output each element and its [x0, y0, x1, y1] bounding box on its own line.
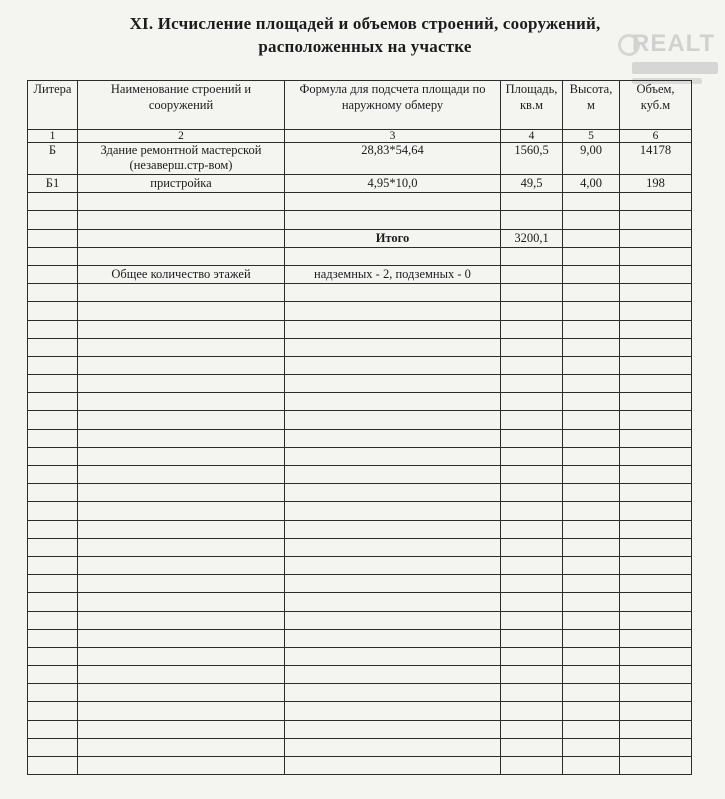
- empty-cell: [620, 575, 692, 593]
- table-row-empty: [28, 356, 692, 374]
- empty-cell: [620, 320, 692, 338]
- empty-cell: [501, 738, 563, 756]
- table-row-empty: [28, 466, 692, 484]
- empty-cell: [78, 629, 285, 647]
- empty-cell: [620, 466, 692, 484]
- column-number: 3: [285, 130, 501, 143]
- empty-cell: [620, 720, 692, 738]
- empty-cell: [28, 502, 78, 520]
- empty-cell: [501, 611, 563, 629]
- empty-cell: [501, 647, 563, 665]
- floors-row: [28, 265, 692, 283]
- empty-cell: [28, 284, 78, 302]
- empty-cell: [620, 702, 692, 720]
- total-label: Итого: [285, 229, 501, 247]
- empty-cell: [78, 738, 285, 756]
- empty-cell: [285, 520, 501, 538]
- table-row-empty: [28, 556, 692, 574]
- empty-cell: [78, 393, 285, 411]
- empty-cell: [620, 738, 692, 756]
- empty-cell: [28, 629, 78, 647]
- empty-cell: [285, 429, 501, 447]
- table-row-empty: [28, 720, 692, 738]
- empty-cell: [285, 284, 501, 302]
- empty-cell: [28, 393, 78, 411]
- watermark-text: REALT: [632, 30, 716, 57]
- empty-cell: [563, 593, 620, 611]
- empty-cell: [620, 538, 692, 556]
- empty-cell: [501, 757, 563, 775]
- cell-height: 4,00: [563, 175, 620, 193]
- empty-cell: [563, 502, 620, 520]
- table-row-empty: [28, 211, 692, 229]
- table-row-empty: [28, 484, 692, 502]
- empty-cell: [563, 466, 620, 484]
- empty-cell: [563, 484, 620, 502]
- empty-cell: [501, 502, 563, 520]
- empty-cell: [501, 393, 563, 411]
- empty-cell: [563, 320, 620, 338]
- cell-height: 9,00: [563, 143, 620, 175]
- table-row-empty: [28, 666, 692, 684]
- empty-cell: [78, 757, 285, 775]
- empty-cell: [285, 466, 501, 484]
- empty-cell: [620, 502, 692, 520]
- empty-cell: [78, 538, 285, 556]
- column-number: 5: [563, 130, 620, 143]
- title-line-1: XI. Исчисление площадей и объемов строений, сооружений,: [129, 14, 601, 33]
- floors-value: надземных - 2, подземных - 0: [285, 265, 501, 283]
- empty-cell: [78, 447, 285, 465]
- empty-cell: [285, 757, 501, 775]
- empty-cell: [78, 556, 285, 574]
- empty-cell: [78, 375, 285, 393]
- empty-cell: [563, 757, 620, 775]
- empty-cell: [620, 484, 692, 502]
- empty-cell: [28, 757, 78, 775]
- empty-cell: [501, 447, 563, 465]
- empty-cell: [78, 647, 285, 665]
- empty-cell: [28, 647, 78, 665]
- table-row-empty: [28, 757, 692, 775]
- empty-cell: [78, 429, 285, 447]
- table-row-empty: [28, 320, 692, 338]
- table-row-empty: [28, 647, 692, 665]
- empty-cell: [501, 429, 563, 447]
- empty-cell: [501, 684, 563, 702]
- header-litera: Литера: [28, 81, 78, 130]
- empty-cell: [78, 575, 285, 593]
- empty-cell: [285, 666, 501, 684]
- cell-area: 1560,5: [501, 143, 563, 175]
- empty-cell: [501, 575, 563, 593]
- empty-cell: [563, 429, 620, 447]
- empty-cell: [501, 538, 563, 556]
- empty-cell: [285, 484, 501, 502]
- table-row-empty: [28, 338, 692, 356]
- empty-cell: [563, 375, 620, 393]
- cell-formula: 28,83*54,64: [285, 143, 501, 175]
- empty-cell: [78, 666, 285, 684]
- empty-cell: [28, 447, 78, 465]
- cell-litera: Б: [28, 143, 78, 175]
- cell-volume: 198: [620, 175, 692, 193]
- empty-cell: [28, 520, 78, 538]
- empty-cell: [78, 502, 285, 520]
- empty-cell: [78, 338, 285, 356]
- total-area: 3200,1: [501, 229, 563, 247]
- cell-area: 49,5: [501, 175, 563, 193]
- empty-cell: [78, 484, 285, 502]
- empty-cell: [563, 302, 620, 320]
- empty-cell: [501, 302, 563, 320]
- empty-cell: [563, 575, 620, 593]
- empty-cell: [563, 284, 620, 302]
- table-row-empty: [28, 284, 692, 302]
- empty-cell: [285, 611, 501, 629]
- cell-volume: 14178: [620, 143, 692, 175]
- header-volume: Объем, куб.м: [620, 81, 692, 130]
- empty-cell: [620, 411, 692, 429]
- empty-cell: [501, 338, 563, 356]
- empty-cell: [28, 484, 78, 502]
- empty-cell: [285, 447, 501, 465]
- table-row-empty: [28, 629, 692, 647]
- empty-cell: [620, 757, 692, 775]
- empty-cell: [563, 556, 620, 574]
- empty-cell: [28, 338, 78, 356]
- table-row-empty: [28, 538, 692, 556]
- empty-cell: [501, 593, 563, 611]
- empty-cell: [285, 356, 501, 374]
- empty-cell: [28, 702, 78, 720]
- empty-cell: [285, 302, 501, 320]
- empty-cell: [78, 611, 285, 629]
- empty-cell: [563, 338, 620, 356]
- header-height: Высота, м: [563, 81, 620, 130]
- empty-cell: [78, 520, 285, 538]
- column-numbers-row: [28, 130, 692, 143]
- areas-volumes-table: [27, 80, 692, 775]
- empty-cell: [28, 320, 78, 338]
- table-row-empty: [28, 447, 692, 465]
- empty-cell: [285, 702, 501, 720]
- table-row-empty: [28, 738, 692, 756]
- table-row-empty: [28, 575, 692, 593]
- empty-cell: [501, 375, 563, 393]
- empty-cell: [78, 466, 285, 484]
- empty-cell: [501, 666, 563, 684]
- empty-cell: [78, 702, 285, 720]
- empty-cell: [620, 393, 692, 411]
- empty-cell: [28, 375, 78, 393]
- empty-cell: [563, 702, 620, 720]
- empty-cell: [501, 702, 563, 720]
- table-row-empty: [28, 684, 692, 702]
- empty-cell: [285, 684, 501, 702]
- watermark-bar: [632, 62, 718, 74]
- empty-cell: [78, 684, 285, 702]
- empty-cell: [285, 375, 501, 393]
- empty-cell: [563, 447, 620, 465]
- table-row-empty: [28, 520, 692, 538]
- table-row-empty: [28, 193, 692, 211]
- empty-cell: [563, 393, 620, 411]
- empty-cell: [563, 666, 620, 684]
- empty-cell: [563, 356, 620, 374]
- empty-cell: [620, 684, 692, 702]
- empty-cell: [501, 629, 563, 647]
- empty-cell: [285, 556, 501, 574]
- cell-litera: Б1: [28, 175, 78, 193]
- empty-cell: [285, 411, 501, 429]
- empty-cell: [28, 538, 78, 556]
- empty-cell: [501, 356, 563, 374]
- empty-cell: [285, 629, 501, 647]
- empty-cell: [563, 738, 620, 756]
- table-row-empty: [28, 393, 692, 411]
- cell-formula: 4,95*10,0: [285, 175, 501, 193]
- empty-cell: [620, 429, 692, 447]
- column-number: 6: [620, 130, 692, 143]
- table-row-empty: [28, 611, 692, 629]
- empty-cell: [501, 556, 563, 574]
- empty-cell: [620, 302, 692, 320]
- empty-cell: [28, 611, 78, 629]
- empty-cell: [28, 684, 78, 702]
- table-row: [28, 143, 692, 175]
- empty-cell: [563, 629, 620, 647]
- empty-cell: [620, 629, 692, 647]
- watermark-logo: [618, 28, 722, 88]
- empty-cell: [28, 738, 78, 756]
- title-line-2: расположенных на участке: [258, 37, 472, 56]
- empty-cell: [285, 575, 501, 593]
- empty-cell: [285, 738, 501, 756]
- empty-cell: [28, 666, 78, 684]
- empty-cell: [78, 356, 285, 374]
- empty-cell: [78, 284, 285, 302]
- empty-cell: [78, 320, 285, 338]
- empty-cell: [285, 538, 501, 556]
- empty-cell: [28, 593, 78, 611]
- empty-cell: [501, 520, 563, 538]
- empty-cell: [501, 720, 563, 738]
- empty-cell: [28, 429, 78, 447]
- table-row-empty: [28, 411, 692, 429]
- empty-cell: [620, 611, 692, 629]
- empty-cell: [620, 356, 692, 374]
- empty-cell: [28, 720, 78, 738]
- empty-cell: [620, 556, 692, 574]
- empty-cell: [285, 393, 501, 411]
- empty-cell: [501, 320, 563, 338]
- empty-cell: [563, 647, 620, 665]
- empty-cell: [563, 684, 620, 702]
- empty-cell: [620, 338, 692, 356]
- table-row-empty: [28, 502, 692, 520]
- table-row-empty: [28, 247, 692, 265]
- empty-cell: [501, 411, 563, 429]
- empty-cell: [285, 338, 501, 356]
- empty-cell: [78, 720, 285, 738]
- table-row-empty: [28, 429, 692, 447]
- cell-name: Здание ремонтной мастерской (незаверш.стр-вом): [78, 143, 285, 175]
- header-name: Наименование строений и сооружений: [78, 81, 285, 130]
- table-row: [28, 175, 692, 193]
- empty-cell: [563, 520, 620, 538]
- empty-cell: [285, 593, 501, 611]
- table-row-empty: [28, 375, 692, 393]
- table-row-empty: [28, 702, 692, 720]
- empty-cell: [563, 611, 620, 629]
- empty-cell: [285, 320, 501, 338]
- empty-cell: [28, 356, 78, 374]
- empty-cell: [620, 375, 692, 393]
- column-number: 4: [501, 130, 563, 143]
- empty-cell: [501, 284, 563, 302]
- cell-name: пристройка: [78, 175, 285, 193]
- empty-cell: [501, 466, 563, 484]
- column-number: 1: [28, 130, 78, 143]
- header-formula: Формула для подсчета площади по наружному обмеру: [285, 81, 501, 130]
- column-number: 2: [78, 130, 285, 143]
- empty-cell: [28, 575, 78, 593]
- empty-cell: [285, 502, 501, 520]
- header-area: Площадь, кв.м: [501, 81, 563, 130]
- table-header-row: [28, 81, 692, 130]
- empty-cell: [28, 302, 78, 320]
- floors-label: Общее количество этажей: [78, 265, 285, 283]
- total-row: [28, 229, 692, 247]
- empty-cell: [28, 411, 78, 429]
- empty-cell: [78, 302, 285, 320]
- empty-cell: [563, 411, 620, 429]
- empty-cell: [563, 538, 620, 556]
- empty-cell: [620, 520, 692, 538]
- empty-cell: [78, 593, 285, 611]
- empty-cell: [620, 666, 692, 684]
- empty-cell: [28, 466, 78, 484]
- empty-cell: [285, 720, 501, 738]
- empty-cell: [620, 593, 692, 611]
- empty-cell: [501, 484, 563, 502]
- table-row-empty: [28, 593, 692, 611]
- empty-cell: [78, 411, 285, 429]
- empty-cell: [620, 647, 692, 665]
- empty-cell: [563, 720, 620, 738]
- empty-cell: [620, 447, 692, 465]
- empty-cell: [285, 647, 501, 665]
- document-title: [60, 12, 670, 58]
- empty-cell: [620, 284, 692, 302]
- table-row-empty: [28, 302, 692, 320]
- empty-cell: [28, 556, 78, 574]
